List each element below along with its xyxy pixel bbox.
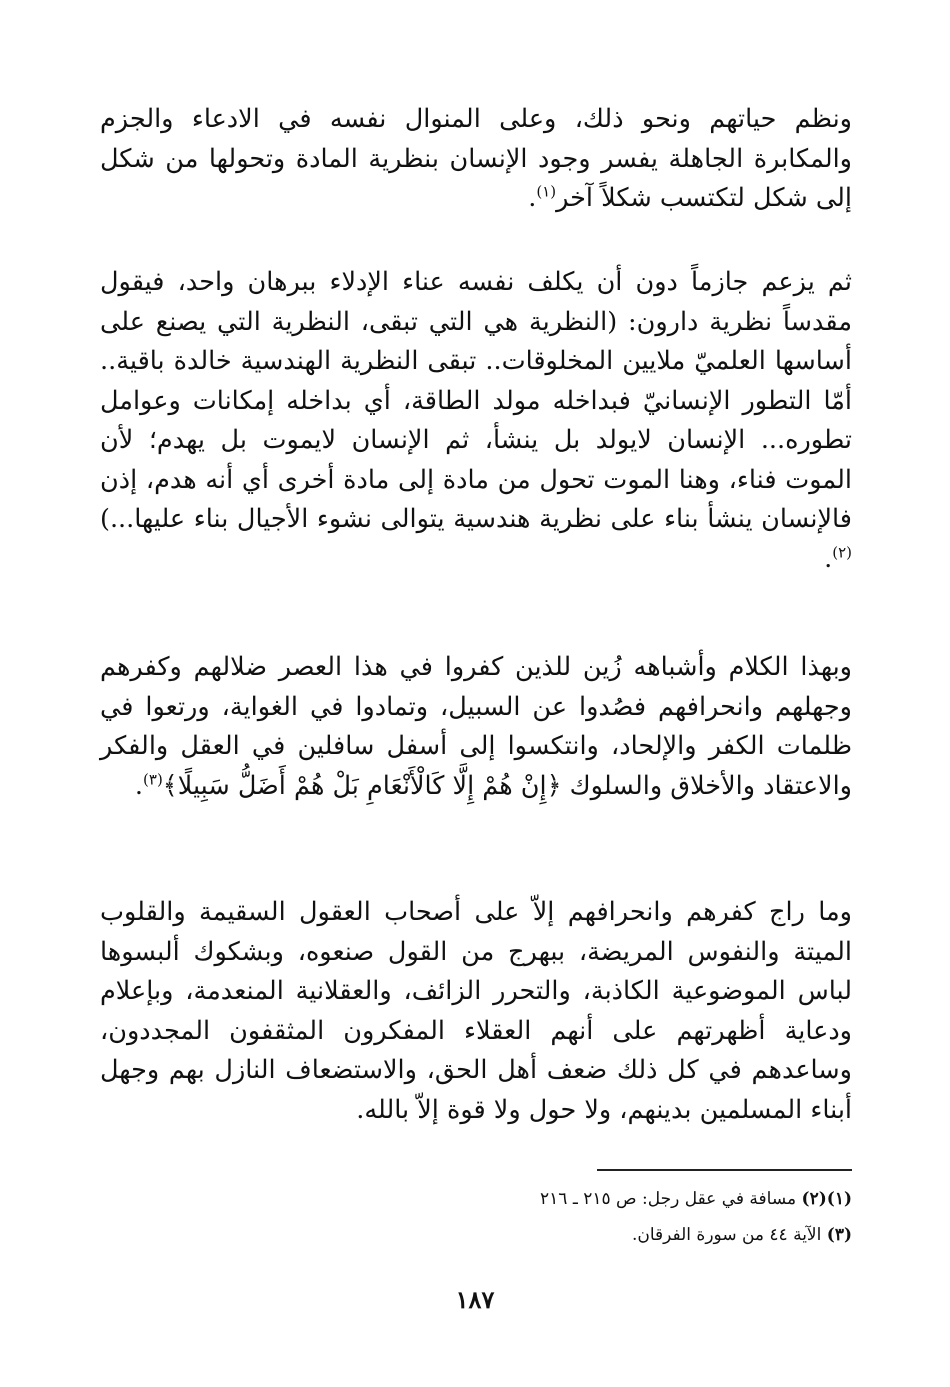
footnote-ref-1: (١) bbox=[536, 182, 557, 201]
footnote-2-number: (٣) bbox=[826, 1225, 852, 1245]
paragraph-3-tail: . bbox=[134, 770, 144, 801]
paragraph-1-text: ونظم حياتهم ونحو ذلك، وعلى المنوال نفسه في الادعاء والجزم والمكابرة الجاهلة يفسر وجود الإنسان بنظرية المادة وتحولها من شكل إلى شكل لتكتسب شكلاً آخر bbox=[100, 104, 852, 213]
paragraph-3 bbox=[100, 648, 852, 806]
paragraph-4 bbox=[100, 893, 852, 1130]
footnote-ref-3: (٣) bbox=[143, 770, 163, 788]
paragraph-1-tail: . bbox=[528, 183, 537, 213]
paragraph-2 bbox=[100, 263, 852, 579]
paragraph-2-tail: . bbox=[824, 543, 833, 574]
paragraph-4-text: وما راج كفرهم وانحرافهم إلاّ على أصحاب العقول السقيمة والقلوب الميتة والنفوس المريضة، ببهرج من القول صنعوه، وبشكوك ألبسوها لباس الموضوعية الكاذبة، والتحرر الزائف، والعقلانية المنعدمة، وبإعلام ودعاية أظهرتهم على أنهم العقلاء المفكرون المثقفون المجددون، وساعدهم في كل ذلك ضعف أهل الحق، والاستضعاف النازل بهم وجهل أبناء المسلمين بدينهم، ولا حول ولا قوة إلاّ بالله. bbox=[100, 897, 852, 1125]
paragraph-3-text: وبهذا الكلام وأشباهه زُين للذين كفروا في هذا العصر ضلالهم وكفرهم وجهلهم وانحرافهم فصُدوا عن السبيل، وتمادوا في الغواية، ورتعوا في ظلمات الكفر والإلحاد، وانتكسوا إلى أسفل سافلين في العقل والفكر والاعتقاد والأخلاق والسلوك bbox=[100, 652, 852, 801]
footnote-1-text: مسافة في عقل رجل: ص ٢١٥ ـ ٢١٦ bbox=[540, 1189, 797, 1209]
footnote-1-number: (١)(٢) bbox=[801, 1189, 852, 1209]
footnote-ref-2: (٢) bbox=[832, 543, 852, 561]
page-number: ١٨٧ bbox=[455, 1285, 495, 1314]
quran-verse: ﴿إِنْ هُمْ إِلَّا كَالْأَنْعَامِ بَلْ هُمْ أَضَلُّ سَبِيلًا﴾ bbox=[162, 770, 562, 801]
footnote-2-text: الآية ٤٤ من سورة الفرقان. bbox=[631, 1225, 822, 1245]
footnote-2 bbox=[632, 1222, 852, 1248]
footnote-separator bbox=[597, 1169, 852, 1171]
footnote-1 bbox=[540, 1186, 852, 1212]
paragraph-1 bbox=[100, 100, 852, 219]
paragraph-2-text: ثم يزعم جازماً دون أن يكلف نفسه عناء الإدلاء ببرهان واحد، فيقول مقدساً نظرية دارون: (النظرية هي التي تبقى، النظرية التي يصنع على أساسها العلميّ ملايين المخلوقات.. تبقى النظرية الهندسية خالدة باقية.. أمّا التطور الإنسانيّ فبداخله مولد الطاقة، أي بداخله إمكانات وعوامل تطوره... الإنسان لايولد بل ينشأ، ثم الإنسان لايموت بل يهدم؛ لأن الموت فناء، وهنا الموت تحول من مادة إلى مادة أخرى أي أنه هدم، إذن فالإنسان ينشأ بناء على نظرية هندسية يتوالى نشوء الأجيال بناء عليها...) bbox=[100, 267, 852, 534]
